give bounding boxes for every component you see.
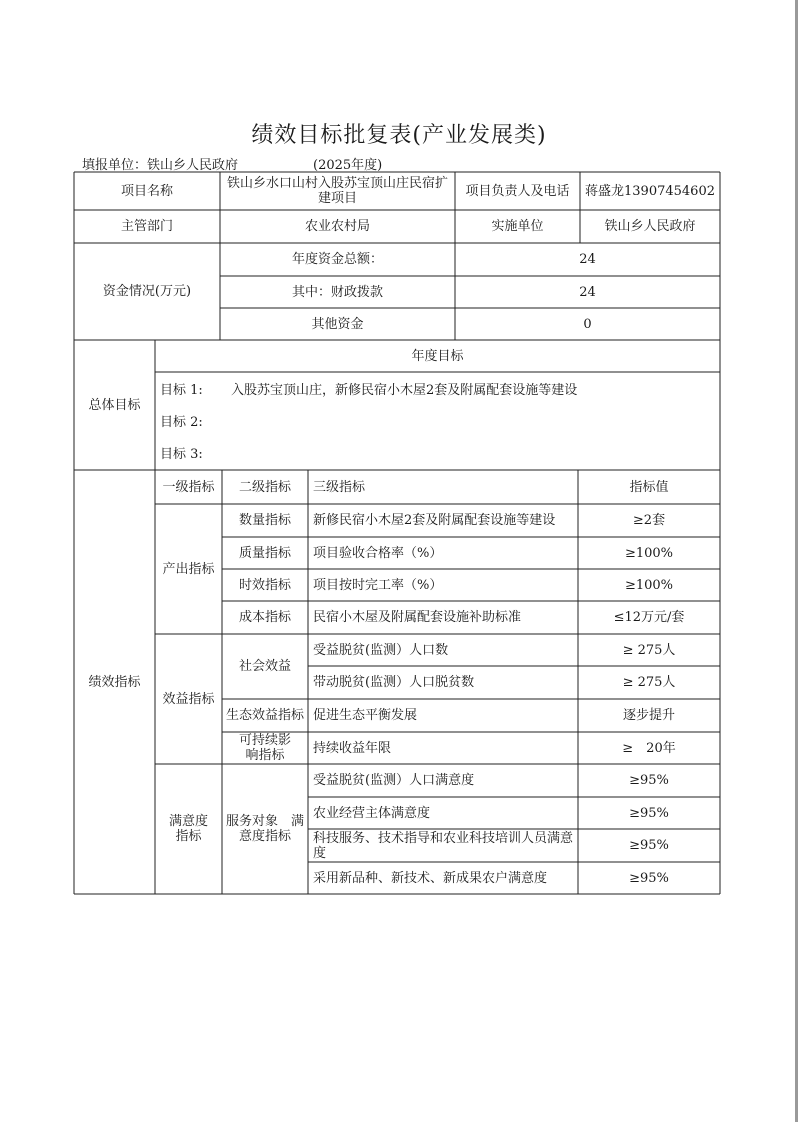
owner-value: 蒋盛龙13907454602 bbox=[585, 183, 715, 199]
dept-value: 农业农村局 bbox=[304, 219, 370, 234]
funds-fiscal-value: 24 bbox=[579, 284, 596, 300]
l2-time: 时效指标 bbox=[238, 577, 291, 593]
value-item-12: ≥95% bbox=[629, 870, 669, 886]
l3-item-10: 农业经营主体满意度 bbox=[313, 805, 431, 821]
page-title: 绩效目标批复表(产业发展类) bbox=[251, 123, 547, 148]
l2-eco: 生态效益指标 bbox=[225, 708, 304, 723]
l2-cost: 成本指标 bbox=[238, 610, 291, 625]
l3-item-12: 采用新品种、新技术、新成果农户满意度 bbox=[313, 870, 548, 886]
header-level1: 一级指标 bbox=[162, 479, 215, 495]
group-output: 产出指标 bbox=[162, 561, 215, 577]
funds-other-value: 0 bbox=[583, 316, 592, 332]
value-item-1: ≥2套 bbox=[632, 513, 666, 528]
l2-quality: 质量指标 bbox=[238, 545, 291, 561]
project-name-label: 项目名称 bbox=[120, 183, 173, 199]
dept-label: 主管部门 bbox=[120, 219, 173, 234]
goals-header: 年度目标 bbox=[411, 348, 464, 364]
value-item-2: ≥100% bbox=[624, 545, 674, 561]
goals-label: 总体目标 bbox=[88, 397, 141, 413]
group-satisfaction: 满意度指标 bbox=[169, 814, 209, 844]
goal-2-label: 目标 2: bbox=[160, 414, 203, 430]
impl-label: 实施单位 bbox=[491, 219, 544, 234]
l3-item-6: 带动脱贫(监测）人口脱贫数 bbox=[313, 675, 475, 690]
goal-1-label: 目标 1: bbox=[160, 382, 203, 398]
owner-label: 项目负责人及电话 bbox=[465, 183, 570, 199]
goal-3-label: 目标 3: bbox=[160, 446, 203, 462]
header-level2: 二级指标 bbox=[238, 479, 291, 495]
l3-item-3: 项目按时完工率（%） bbox=[313, 577, 443, 593]
l3-item-1: 新修民宿小木屋2套及附属配套设施等建设 bbox=[313, 513, 556, 528]
unit-label: 填报单位：铁山乡人民政府 bbox=[82, 158, 239, 173]
goal-2-text bbox=[226, 406, 720, 438]
value-item-10: ≥95% bbox=[629, 805, 669, 821]
value-item-8: ≥ 20年 bbox=[622, 740, 676, 756]
l2-quantity: 数量指标 bbox=[238, 513, 291, 528]
goal-3-text bbox=[226, 438, 720, 470]
l3-item-9: 受益脱贫(监测）人口满意度 bbox=[313, 773, 475, 788]
l3-item-4: 民宿小木屋及附属配套设施补助标准 bbox=[313, 610, 522, 625]
impl-value: 铁山乡人民政府 bbox=[604, 219, 696, 234]
l3-item-2: 项目验收合格率（%） bbox=[313, 545, 443, 561]
l3-item-7: 促进生态平衡发展 bbox=[313, 708, 418, 723]
year-label: (2025年度) bbox=[313, 158, 383, 173]
value-item-6: ≥ 275人 bbox=[622, 675, 676, 690]
value-item-7: 逐步提升 bbox=[622, 708, 675, 723]
l2-service: 服务对象 满意度指标 bbox=[226, 814, 305, 844]
funds-fiscal-label: 其中：财政拨款 bbox=[291, 284, 383, 300]
funds-label: 资金情况(万元) bbox=[102, 284, 192, 299]
performance-label: 绩效指标 bbox=[88, 674, 141, 690]
value-item-3: ≥100% bbox=[624, 577, 674, 593]
group-benefit: 效益指标 bbox=[162, 691, 215, 707]
goal-1-text: 入股苏宝顶山庄，新修民宿小木屋2套及附属配套设施等建设 bbox=[231, 382, 578, 398]
header-value: 指标值 bbox=[629, 479, 669, 495]
l2-sustain: 可持续影响指标 bbox=[238, 733, 291, 763]
header-level3: 三级指标 bbox=[313, 479, 366, 495]
funds-other-label: 其他资金 bbox=[311, 316, 364, 332]
value-item-9: ≥95% bbox=[629, 773, 669, 788]
l3-item-5: 受益脱贫(监测）人口数 bbox=[313, 642, 449, 658]
value-item-4: ≤12万元/套 bbox=[613, 610, 685, 625]
project-name-value: 铁山乡水口山村入股苏宝顶山庄民宿扩建项目 bbox=[226, 176, 448, 206]
l3-item-11: 科技服务、技术指导和农业科技培训人员满意度 bbox=[313, 830, 574, 861]
funds-total-label: 年度资金总额： bbox=[291, 252, 383, 267]
value-item-5: ≥ 275人 bbox=[622, 642, 676, 658]
funds-total-value: 24 bbox=[579, 252, 596, 267]
l3-item-8: 持续收益年限 bbox=[313, 740, 392, 756]
l2-social: 社会效益 bbox=[238, 659, 291, 674]
value-item-11: ≥95% bbox=[629, 838, 669, 853]
